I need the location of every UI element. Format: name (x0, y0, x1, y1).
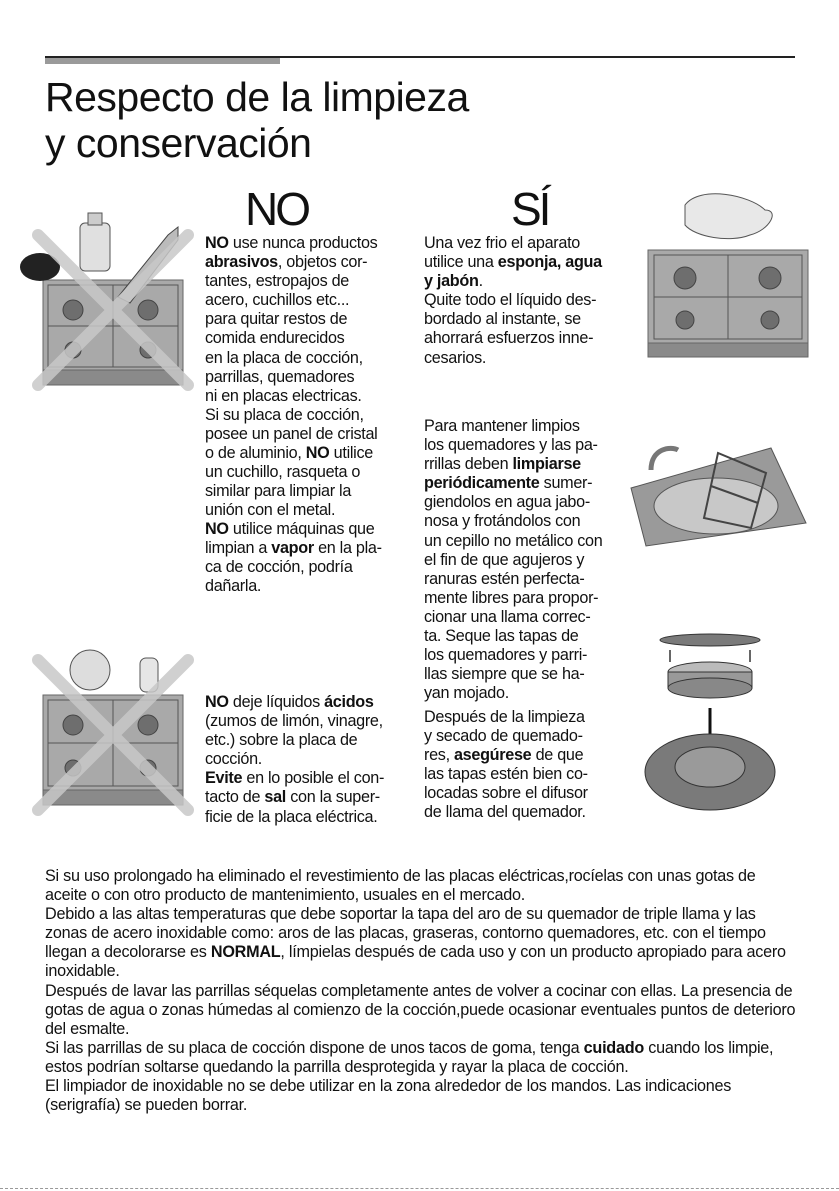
sink-washing-illustration (626, 428, 808, 553)
title-line-2: y conservación (45, 120, 312, 166)
note-electric-plates: Si su uso prolongado ha eliminado el revestimiento de las placas eléctricas,rocíelas con unas gotas de aceite o con otro producto de mantenimiento, usuales en el mercado. (45, 867, 756, 905)
title-line-1: Respecto de la limpieza (45, 74, 469, 120)
no-paragraph-acids: NO deje líquidos ácidos (zumos de limón, vinagre, etc.) sobre la placa de cocción. Evite en lo posible el con- tacto de sal con la super- ficie de la placa eléctrica. (205, 693, 385, 826)
hob-acids-crossed-illustration (18, 640, 203, 825)
bottom-notes (45, 867, 797, 1115)
si-paragraph-sponge: Una vez frio el aparato utilice una esponja, agua y jabón. Quite todo el líquido des- bordado al instante, se ahorrará esfuerzos inne- cesarios. (424, 234, 602, 367)
note-stainless-cleaner: El limpiador de inoxidable no se debe utilizar en la zona alrededor de los mandos. Las indicaciones (serigrafía) se pueden borrar. (45, 1077, 732, 1115)
note-dry-grids: Después de lavar las parrillas séquelas completamente antes de volver a cocinar con ellas. La presencia de gotas de agua o zonas húmedas al comienzo de la cocción,puede ocasionar eventuales puntos de deterioro del esmalte. (45, 981, 796, 1038)
hob-abrasives-crossed-illustration (18, 205, 203, 405)
no-paragraph-steam: NO utilice máquinas que limpian a vapor en la pla- ca de cocción, podría dañarla. (205, 520, 382, 596)
no-paragraph-abrasives: NO use nunca productos abrasivos, objetos cor- tantes, estropajos de acero, cuchillos etc... para quitar restos de comida endurecidos en la placa de cocción, parrillas, quemadores ni en placas electricas. Si su placa de cocción, posee un panel de cristal o de aluminio, NO utilice un cuchillo, rasqueta o similar para limpiar la unión con el metal. (205, 234, 378, 520)
si-paragraph-periodic: Para mantener limpios los quemadores y las pa- rrillas deben limpiarse periódicamente sumer- giendolos en agua jabo- nosa y frotándolos con un cepillo no metálico con el fin de que agujeros y ranuras estén perfecta- mente libres para propor- cionar una llama correc- ta. Seque las tapas de los quemadores y parri- llas siempre que se ha- yan mojado. (424, 417, 603, 703)
si-column-heading: SÍ (511, 183, 549, 235)
page-bottom-rule (0, 1188, 839, 1189)
si-paragraph-caps: Después de la limpieza y secado de quemado- res, asegúrese de que las tapas estén bien co- locadas sobre el difusor de llama del quemador. (424, 708, 588, 822)
no-column-heading: NO (245, 183, 308, 235)
note-rubber-pads: Si las parrillas de su placa de cocción dispone de unos tacos de goma, tenga cuidado cuando los limpie, estos podrían soltarse quedando la parrilla desprotegida y rayar la placa de cocción. (45, 1038, 774, 1076)
note-discoloration: Debido a las altas temperaturas que debe soportar la tapa del aro de su quemador de triple llama y las zonas de acero inoxidable como: aros de las placas, graseras, contorno quemadores, etc. con el tiempo llegan a decolorarse es NORMAL, límpielas después de cada uso y con un producto apropiado para acero inoxidable. (45, 905, 786, 981)
page-title (45, 74, 469, 166)
burner-cap-assembly-illustration (640, 632, 780, 817)
header-accent-bar (45, 58, 280, 64)
sponge-hob-illustration (640, 185, 820, 365)
